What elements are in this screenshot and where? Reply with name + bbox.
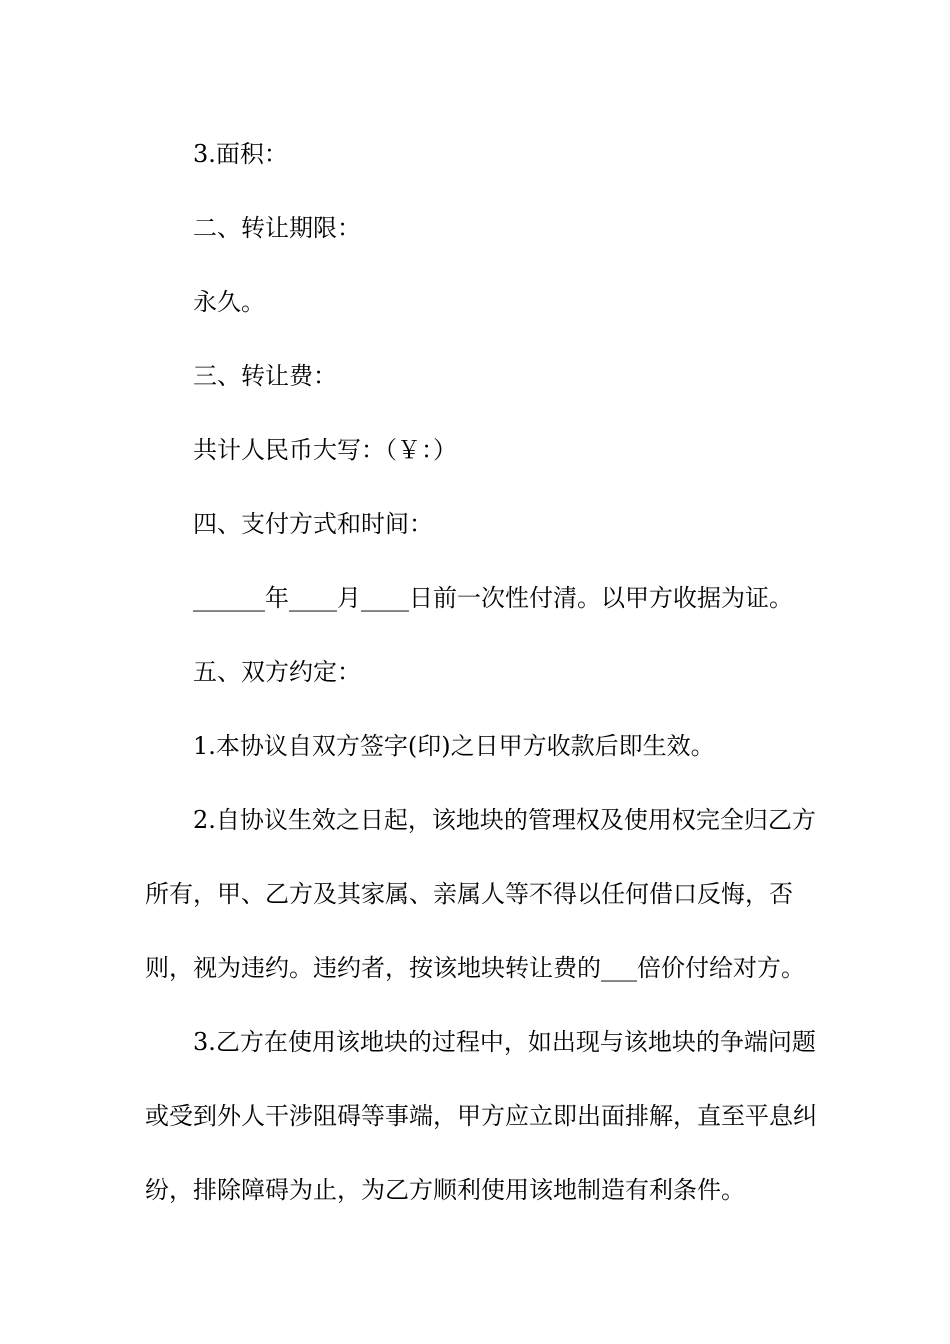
transfer-fee-amount: 共计人民币大写：（￥：）	[193, 436, 457, 464]
section-mutual-agreement: 五、双方约定：	[193, 658, 361, 686]
section-transfer-period: 二、转让期限：	[193, 214, 361, 242]
agreement-clause-1: 1.本协议自双方签字(印)之日甲方收款后即生效。	[193, 732, 715, 760]
agreement-clause-2: 2.自协议生效之日起，该地块的管理权及使用权完全归乙方所有，甲、乙方及其家属、亲属人等不得以任何借口反悔，否则，视为违约。违约者，按该地块转让费的___倍价付给对方。	[145, 806, 816, 982]
clause-area: 3.面积：	[193, 140, 288, 168]
transfer-period-value: 永久。	[193, 288, 265, 316]
payment-date-line: ______年____月____日前一次性付清。以甲方收据为证。	[193, 584, 793, 612]
section-payment-method: 四、支付方式和时间：	[193, 510, 433, 538]
section-transfer-fee: 三、转让费：	[193, 362, 337, 390]
agreement-clause-3: 3.乙方在使用该地块的过程中，如出现与该地块的争端问题或受到外人干涉阻碍等事端，甲方应立即出面排解，直至平息纠纷，排除障碍为止，为乙方顺利使用该地制造有利条件。	[145, 1028, 817, 1204]
